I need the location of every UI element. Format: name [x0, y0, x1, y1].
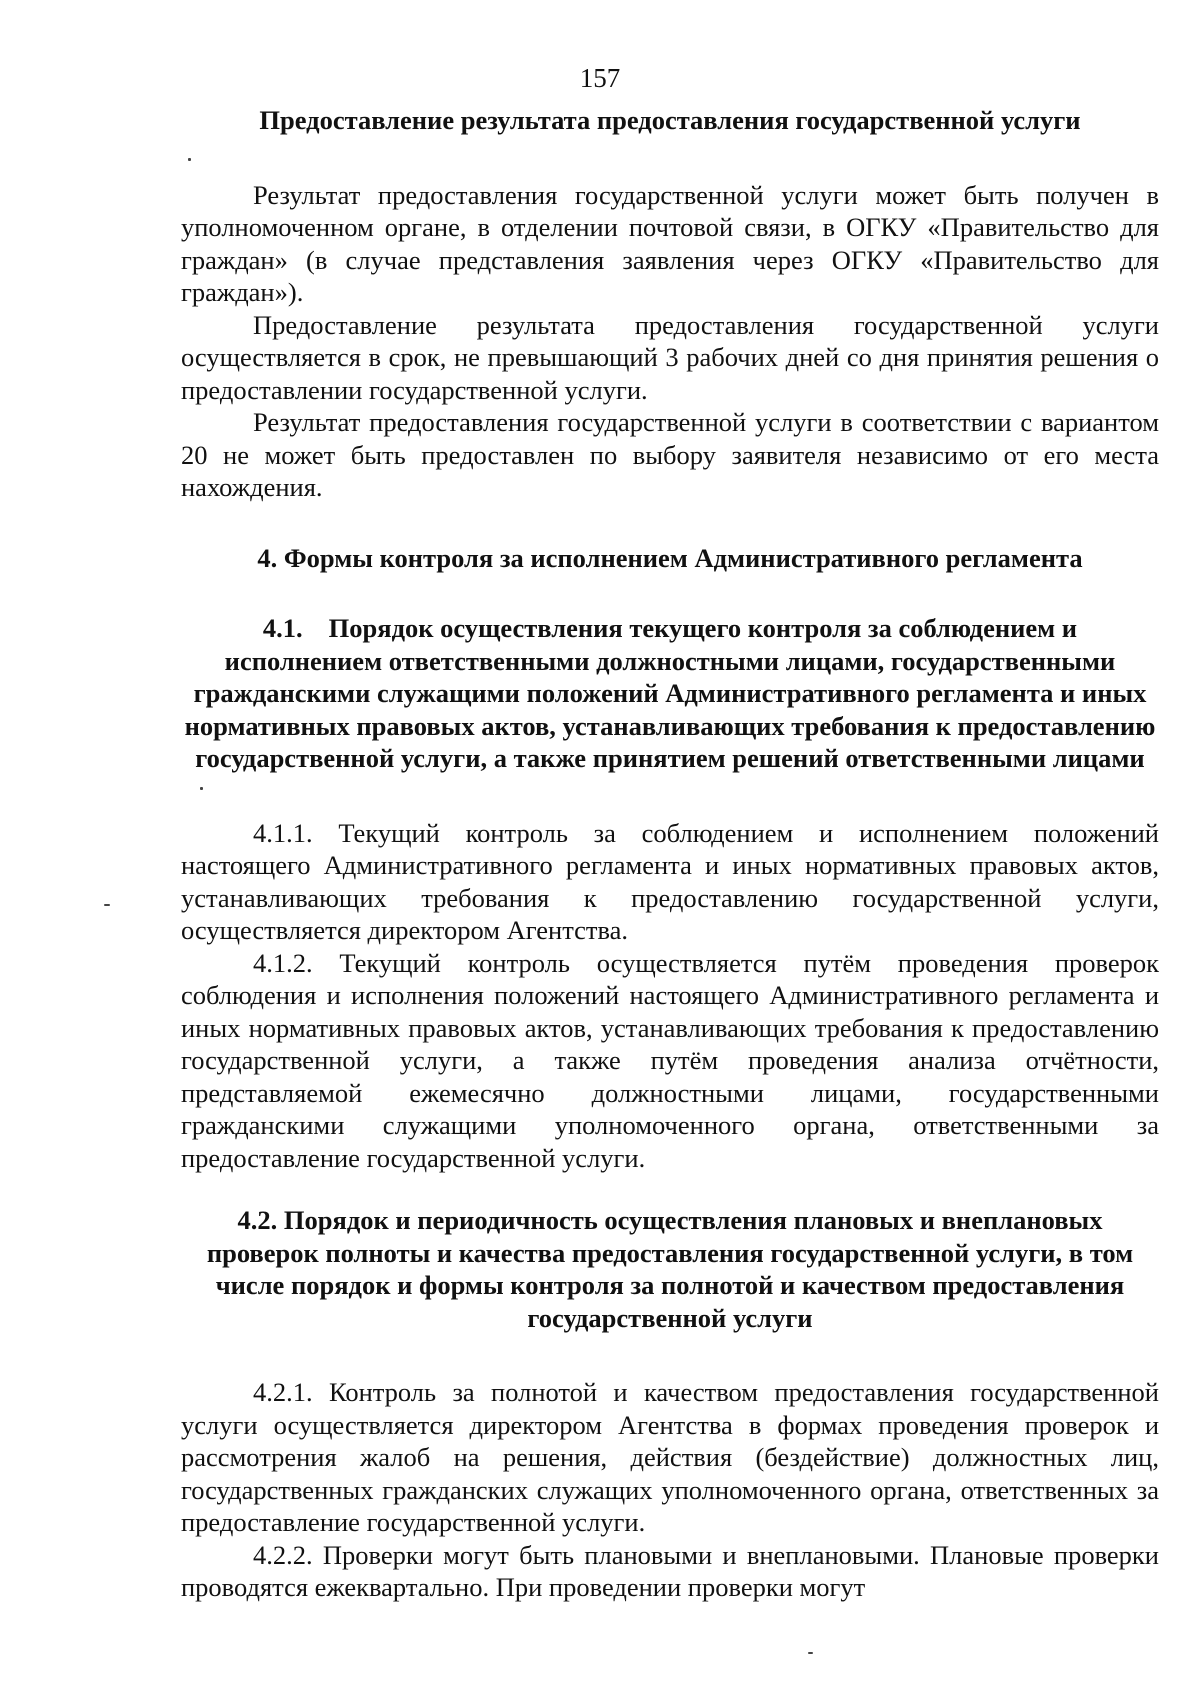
section-4-1-heading [181, 612, 1159, 775]
section-4-2-heading: 4.2. Порядок и периодичность осуществления плановых и внеплановых проверок полноты и качества предоставления государственной услуги, в том числе порядок и формы контроля за полнотой и качеством предоставления государственной услуги [206, 1205, 1134, 1333]
paragraph-4-2-2: 4.2.2. Проверки могут быть плановыми и внеплановыми. Плановые проверки проводятся ежеквартально. При проведении проверки могут [181, 1539, 1159, 1602]
result-paragraph-1: Результат предоставления государственной услуги может быть получен в уполномоченном органе, в отделении почтовой связи, в ОГКУ «Правительство для граждан» (в случае представления заявления через ОГКУ «Правительство для граждан»). [181, 179, 1159, 307]
section-4-1-title: Порядок осуществления текущего контроля за соблюдением и исполнением ответственными должностными лицами, государственными гражданскими служащими положений Административного регламента и иных нормативных правовых актов, устанавливающих требования к предоставлению государственной услуги, а также принятием решений ответственными лицами [184, 613, 1156, 773]
page-number: 157 [579, 63, 621, 93]
page-content [181, 104, 1159, 1604]
scan-speck [188, 158, 191, 161]
section-4-heading: 4. Формы контроля за исполнением Административного регламента [257, 542, 1083, 573]
result-paragraph-2: Предоставление результата предоставления государственной услуги осуществляется в срок, не превышающий 3 рабочих дней со дня принятия решения о предоставлении государственной услуги. [181, 309, 1159, 405]
paragraph-4-1-2: 4.1.2. Текущий контроль осуществляется путём проведения проверок соблюдения и исполнения положений настоящего Административного регламента и иных нормативных правовых актов, устанавливающих требования к предоставлению государственной услуги, а также путём проведения анализа отчётности, представляемой ежемесячно должностными лицами, государственными гражданскими служащими уполномоченного органа, ответственными за предоставление государственной услуги. [181, 947, 1159, 1173]
scan-speck [200, 787, 203, 790]
paragraph-4-2-1: 4.2.1. Контроль за полнотой и качеством предоставления государственной услуги осуществляется директором Агентства в формах проведения проверок и рассмотрения жалоб на решения, действия (бездействие) должностных лиц, государственных гражданских служащих уполномоченного органа, ответственных за предоставление государственной услуги. [181, 1377, 1159, 1537]
section-result-heading: Предоставление результата предоставления государственной услуги [259, 105, 1081, 135]
paragraph-4-1-1: 4.1.1. Текущий контроль за соблюдением и исполнением положений настоящего Административного регламента и иных нормативных правовых актов, устанавливающих требования к предоставлению государственной услуги, осуществляется директором Агентства. [181, 817, 1159, 945]
scan-speck [104, 904, 110, 906]
result-paragraph-3: Результат предоставления государственной услуги в соответствии с вариантом 20 не может быть предоставлен по выбору заявителя независимо от его места нахождения. [181, 407, 1159, 502]
scan-speck [808, 1652, 813, 1654]
section-4-1-number: 4.1. [262, 613, 303, 643]
